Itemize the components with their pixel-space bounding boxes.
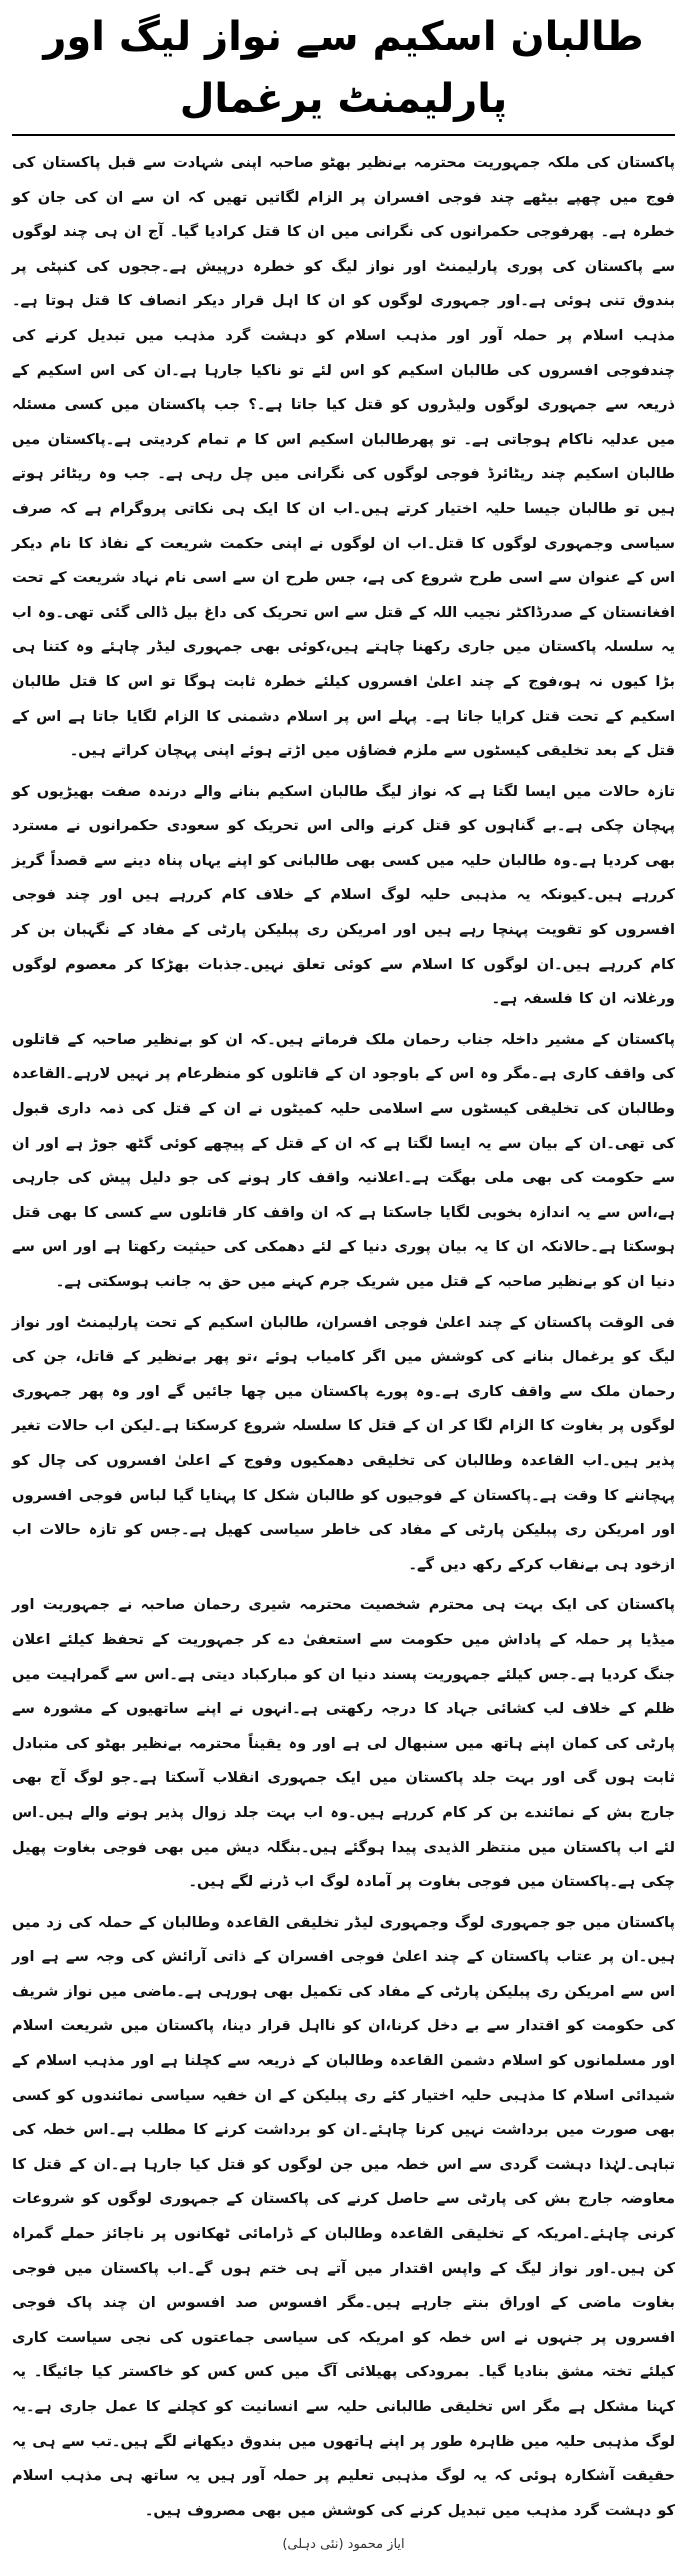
article-paragraph-6: پاکستان میں جو جمہوری لوگ وجمہوری لیڈر تخلیقی القاعدہ وطالبان کے حملہ کی زد میں ہیں۔ان پر عتاب پاکستان کے چند اعلیٰ فوجی افسران کے ذاتی آرائش کی وجہ سے ہے اور اس سے امریکن ری پبلیکن پارٹی کے مفاد کی تکمیل بھی ہورہی ہے۔ماضی میں نواز شریف کی حکومت کو اقتدار سے بے دخل کرنا،ان کو نااہل قرار دینا، پاکستان میں شریعت اسلام اور مسلمانوں کو اسلام دشمن القاعدہ وطالبان کے ذریعہ سے کچلنا ہے اور مذہب اسلام کے شیدائی اسلام کا مذہبی حلیہ اختیار کئے ری پبلیکن کے ان خفیہ سیاسی نمائندوں کو کسی بھی صورت میں برداشت نہیں کرنا چاہئے۔ان کو برداشت کرنے کا مطلب ہے۔اس خطہ کی تباہی۔لہٰذا دہشت گردی سے اس خطہ میں جن لوگوں کو قتل کیا جارہا ہے۔ان کے قتل کا معاوضہ جارج بش کی پارٹی سے حاصل کرنے کی پاکستان کے جمہوری لوگوں کو شروعات کرنی چاہئے۔امریکہ کے تخلیقی القاعدہ وطالبان کے ڈرامائی ٹھکانوں پر ناجائز حملے گمراہ کن ہیں۔اور نواز لیگ کے واپس اقتدار میں آتے ہی ختم ہوں گے۔اب پاکستان میں فوجی بغاوت ماضی کے اوراق بنتے جارہے ہیں۔مگر افسوس صد افسوس ان چند پاک فوجی افسروں پر جنہوں نے اس خطہ کو امریکہ کی سیاسی جماعتوں کی نجی سیاست کاری کیلئے تختہ مشق بنادیا گیا۔ بمرودکی پھیلائی آگ میں کس کس کو خاکستر کیا جائیگا۔ یہ کہنا مشکل ہے مگر اس تخلیقی طالبانی حلیہ سے انسانیت کو کچلنے کا عمل جاری ہے۔یہ لوگ مذہبی حلیہ میں ظاہرہ طور پر اپنے ہاتھوں میں بندوق دیکھانے لگے ہیں۔تب سے ہی یہ حقیقت آشکارہ ہوئی کہ یہ لوگ مذہبی تعلیم پر حملہ آور ہیں یہ ساتھ ہی مذہب اسلام کو دہشت گرد مذہب میں تبدیل کرنے کی کوشش میں بھی مصروف ہیں۔ [12,1913,675,2519]
article-body [12,146,675,2528]
author-byline: ایاز محمود (نئی دہلی) [282,2537,405,2553]
article-paragraph-2: تازہ حالات میں ایسا لگتا ہے کہ نواز لیگ طالبان اسکیم بنانے والے درندہ صفت بھیڑیوں کو پہچان چکی ہے۔بے گناہوں کو قتل کرنے والی اس تحریک کو سعودی حکمرانوں نے مسترد بھی کردیا ہے۔وہ طالبان حلیہ میں کسی بھی طالبانی کو اپنے یہاں پناہ دینے سے قصداً گریز کررہے ہیں۔کیونکہ یہ مذہبی حلیہ لوگ اسلام کے خلاف کام کررہے ہیں اور چند فوجی افسروں کو تقویت پہنچا رہے ہیں اور امریکن ری پبلیکن پارٹی کے مفاد کے نگہبان بن کر کام کررہے ہیں۔ان لوگوں کا اسلام سے کوئی تعلق نہیں۔جذبات بھڑکا کر معصوم لوگوں ورغلانہ ان کا فلسفہ ہے۔ [12,782,675,1008]
article-paragraph-4: فی الوقت پاکستان کے چند اعلیٰ فوجی افسران، طالبان اسکیم کے تحت پارلیمنٹ اور نواز لیگ کو یرغمال بنانے کی کوشش میں اگر کامیاب ہوئے ،تو پھر بےنظیر کے قاتل، جن کی رحمان ملک سے واقف کاری ہے۔وہ پورے پاکستان میں چھا جائیں گے اور وہ پھر جمہوری لوگوں پر بغاوت کا الزام لگا کر ان کے قتل کا سلسلہ شروع کرسکتا ہے۔لیکن اب حالات تغیر پذیر ہیں۔اب القاعدہ وطالبان کی تخلیقی دھمکیوں وفوج کے اعلیٰ افسروں کی چال کو پہچاننے کا وقت ہے۔پاکستان کے فوجیوں کو طالبان شکل کا پہنایا گیا لباس فوجی افسروں اور امریکن ری پبلیکن پارٹی کے مفاد کی خاطر سیاسی کھیل ہے۔جس کو تازہ حالات اب ازخود ہی بےنقاب کرکے رکھ دیں گے۔ [12,1313,675,1573]
article-paragraph-3: پاکستان کے مشیر داخلہ جناب رحمان ملک فرماتے ہیں۔کہ ان کو بےنظیر صاحبہ کے قاتلوں کی واقف کاری ہے۔مگر وہ اس کے باوجود ان کے قاتلوں کو منظرعام پر نہیں لارہے۔القاعدہ وطالبان کی تخلیقی کیسٹوں سے اسلامی حلیہ کمیٹوں نے ان کے قتل کی ذمہ داری قبول کی تھی۔ان کے بیان سے یہ ایسا لگتا ہے کہ ان کے قتل کے پیچھے کوئی گٹھ جوڑ ہے اور ان سے حکومت کی بھی ملی بھگت ہے۔اعلانیہ واقف کار ہونے کی جو دلیل پیش کی جارہی ہے،اس سے یہ اندازہ بخوبی لگایا جاسکتا ہے کہ ان واقف کار قاتلوں سے کسی کا بھی قتل ہوسکتا ہے۔حالانکہ ان کا یہ بیان پوری دنیا کے لئے دھمکی کی حیثیت رکھتا ہے اور اس سے دنیا ان کو بےنظیر صاحبہ کے قتل میں شریک جرم کہنے میں حق بہ جانب ہوسکتی ہے۔ [12,1030,675,1290]
article-headline: طالبان اسکیم سے نواز لیگ اور پارلیمنٹ یرغمال [12,6,675,136]
article-paragraph-5: پاکستان کی ایک بہت ہی محترم شخصیت محترمہ شیری رحمان صاحبہ نے جمہوریت اور میڈیا پر حملہ کے پاداش میں حکومت سے استعفیٰ دے کر جمہوریت کے تحفظ کیلئے اعلان جنگ کردیا ہے۔جس کیلئے جمہوریت پسند دنیا ان کو مبارکباد دیتی ہے۔اس سے گمراہیت میں ظلم کے خلاف لب کشائی جہاد کا درجہ رکھتی ہے۔انہوں نے اپنے ساتھیوں کے مشورہ سے پارٹی کی کمان اپنے ہاتھ میں سنبھال لی ہے اور وہ یقیناً محترمہ بےنظیر بھٹو کی متبادل ثابت ہوں گی اور بہت جلد پاکستان میں ایک جمہوری انقلاب آسکتا ہے۔جو لوگ آج بھی جارج بش کے نمائندے بن کر کام کررہے ہیں۔وہ اب بہت جلد زوال پذیر ہونے والے ہیں۔اس لئے اب پاکستان میں منتظر الذیدی پیدا ہوگئے ہیں۔بنگلہ دیش میں بھی فوجی بغاوت پھیل چکی ہے۔پاکستان میں فوجی بغاوت پر آمادہ لوگ اب ڈرنے لگے ہیں۔ [12,1596,675,1891]
article-paragraph-1: پاکستان کی ملکہ جمہوریت محترمہ بےنظیر بھٹو صاحبہ اپنی شہادت سے قبل پاکستان کی فوج میں چھپے بیٹھے چند فوجی افسران پر الزام لگاتیں تھیں کہ ان سے ان کی جان کو خطرہ ہے۔ پھرفوجی حکمرانوں کی نگرانی میں ان کا قتل کرادیا گیا۔ آج ان ہی چند لوگوں سے پاکستان کی پوری پارلیمنٹ اور نواز لیگ کو خطرہ درپیش ہے۔ججوں کی کنپٹی پر بندوق تنی ہوئی ہے۔اور جمہوری لوگوں کو ان کا اہل قرار دیکر انصاف کا قتل ہوتا ہے۔مذہب اسلام پر حملہ آور اور مذہب اسلام کو دہشت گرد مذہب میں تبدیل کرنے کی چندفوجی افسروں کی طالبان اسکیم کو اس لئے تو ناکیا جارہا ہے۔ان کی اس اسکیم کے ذریعہ سے جمہوری لوگوں ولیڈروں کو قتل کیا جاتا ہے۔؟ جب پاکستان میں کسی مسئلہ میں عدلیہ ناکام ہوجاتی ہے۔ تو پھرطالبان اسکیم اس کا م تمام کردیتی ہے۔پاکستان میں طالبان اسکیم چند ریٹائرڈ فوجی لوگوں کی نگرانی میں چل رہی ہے۔ جب وہ ریٹائر ہوتے ہیں تو طالبان جیسا حلیہ اختیار کرتے ہیں۔اب ان کا ایک ہی نکاتی پروگرام ہے کہ صرف سیاسی وجمہوری لوگوں کا قتل۔اب ان لوگوں نے اپنی حکمت شریعت کے نفاذ کا نام دیکر اس کے عنوان سے اسی طرح شروع کی ہے، جس طرح ان سے اسی نام نہاد شریعت کے تحت افغانستان کے صدرڈاکٹر نجیب اللہ کے قتل سے اس تحریک کی داغ بیل ڈالی گئی تھی۔وہ اب یہ سلسلہ پاکستان میں جاری رکھنا چاہتے ہیں،کوئی بھی جمہوری لیڈر چاہئے وہ کتنا ہی بڑا کیوں نہ ہو،فوج کے چند اعلیٰ افسروں کیلئے خطرہ ثابت ہوگا تو اس کا قتل طالبان اسکیم کے تحت قتل کرایا جاتا ہے۔ پہلے اس پر اسلام دشمنی کا الزام لگایا جاتا ہے اس کے قتل کے بعد تخلیقی کیسٹوں سے ملزم فضاؤں میں اڑتے ہوئے اپنی پہچان کراتے ہیں۔ [12,154,675,760]
